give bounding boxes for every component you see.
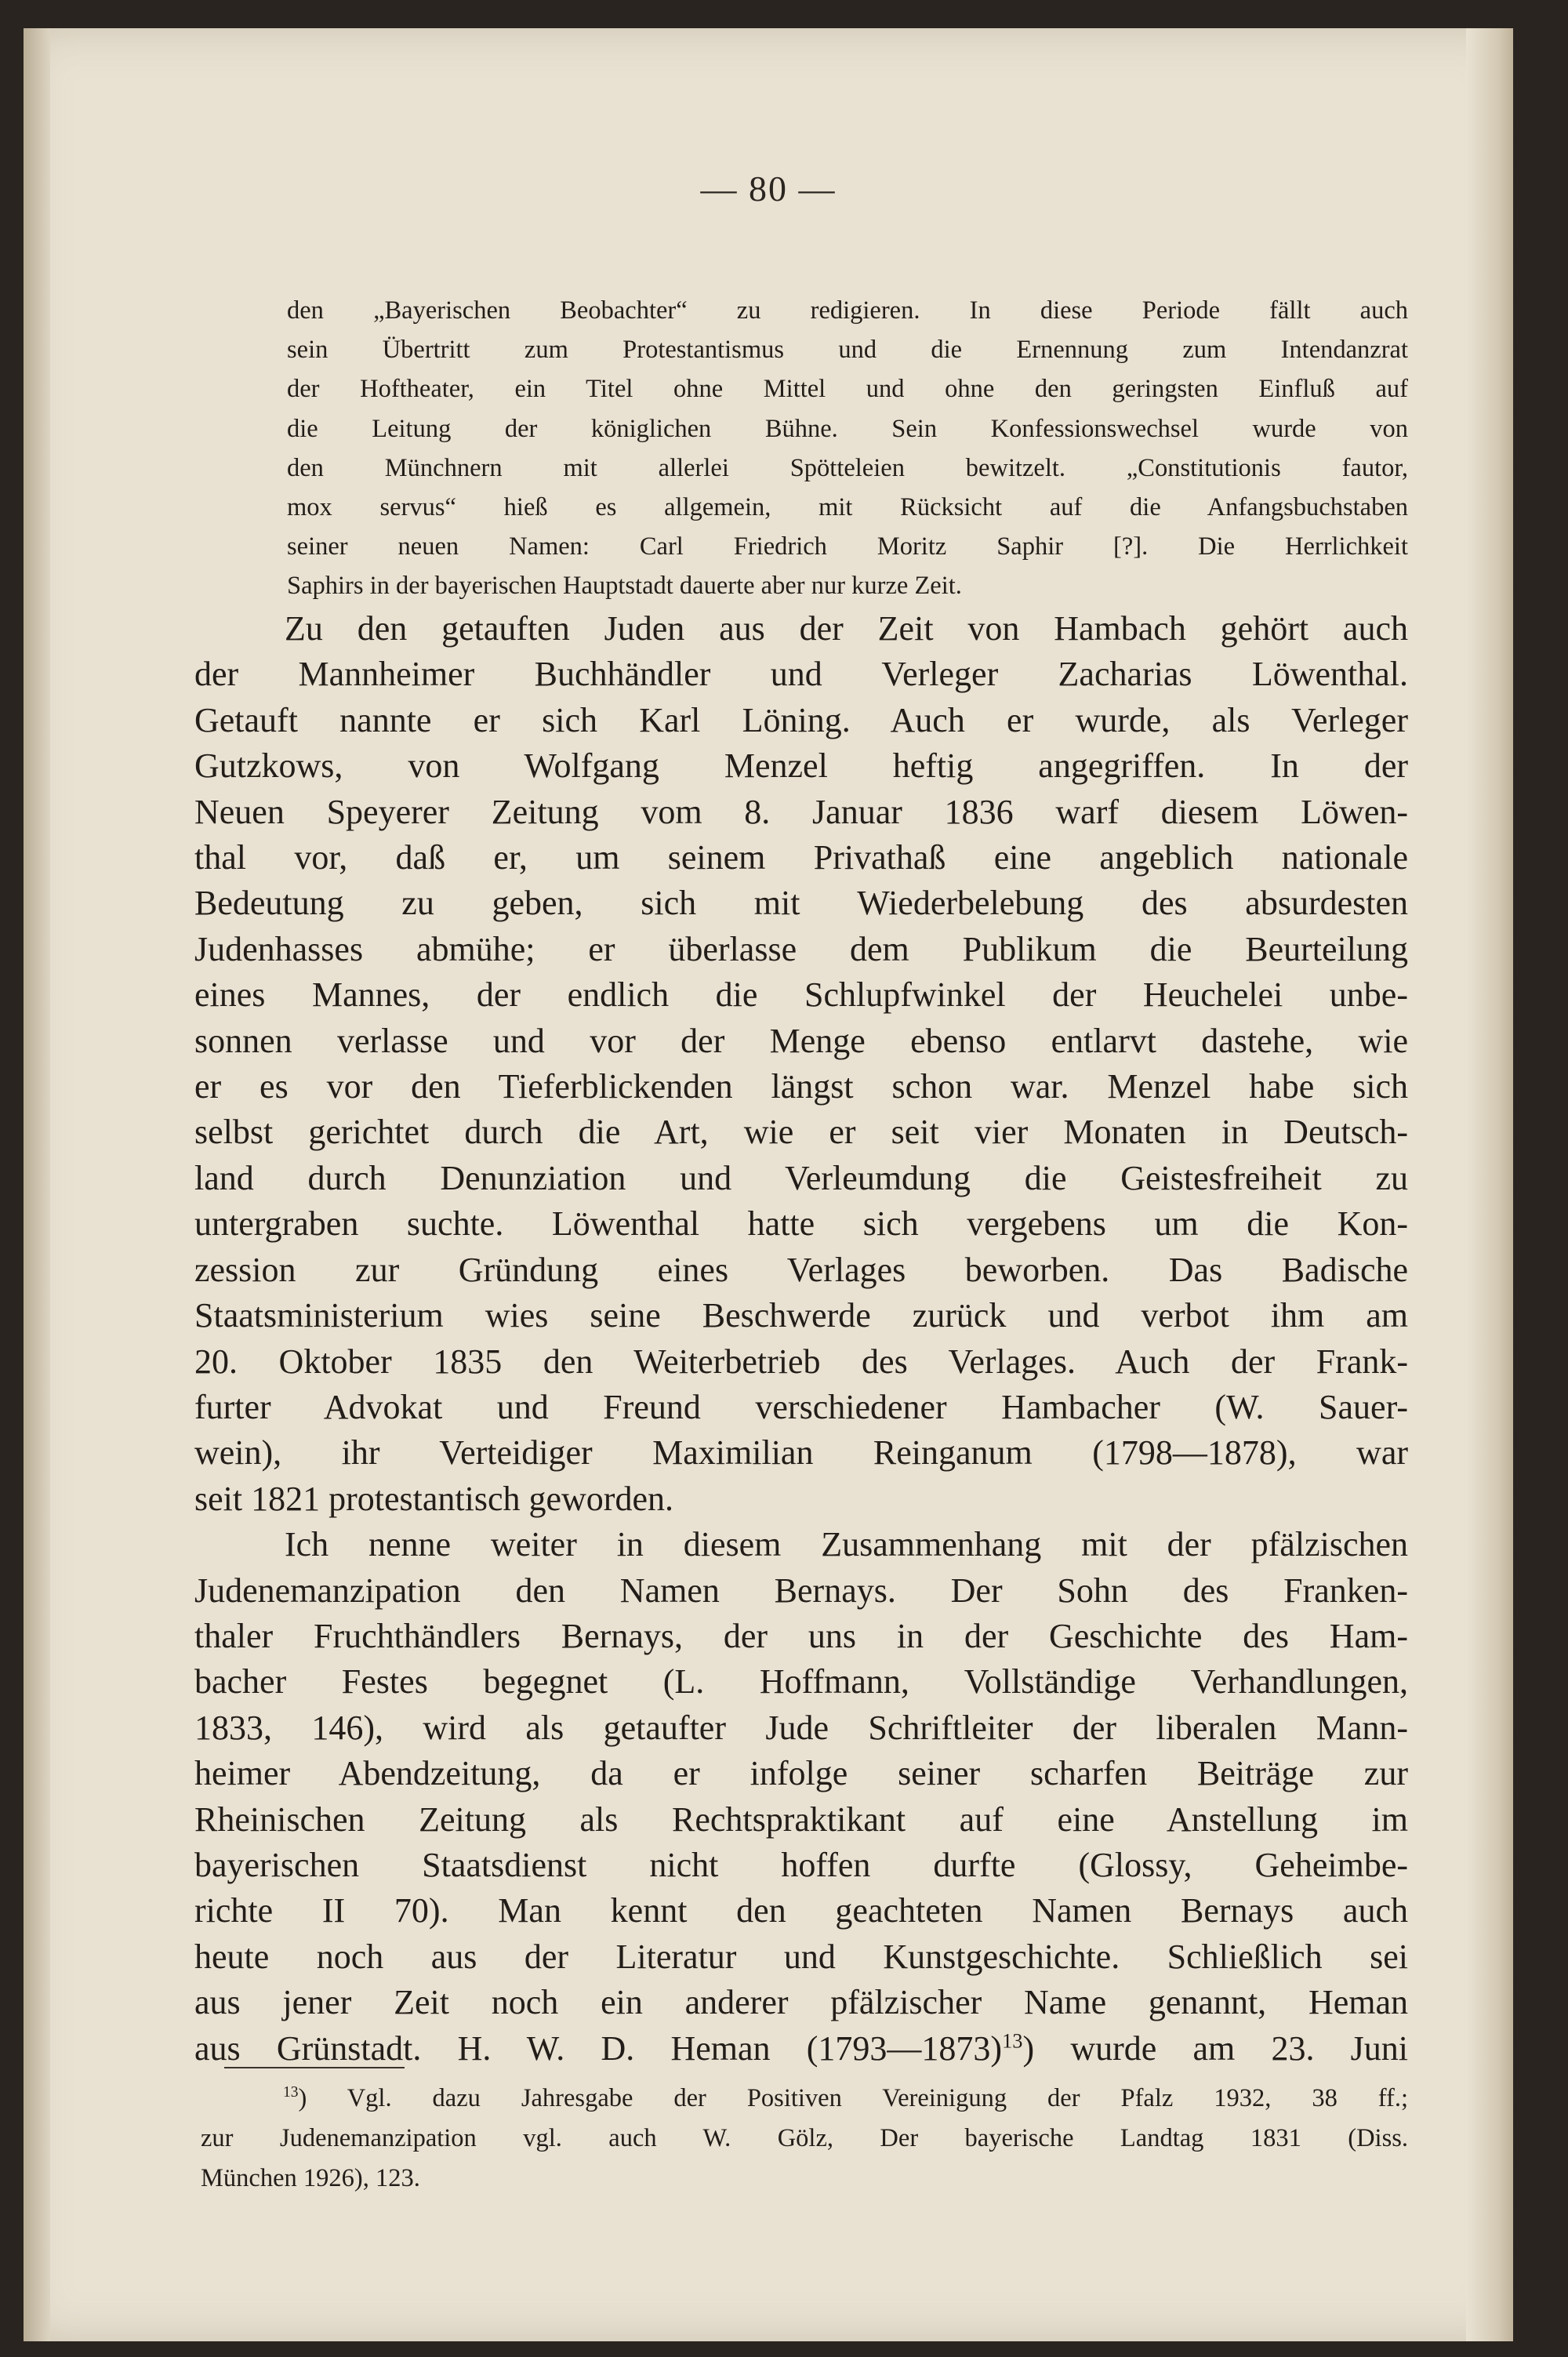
footnotes <box>201 2079 1408 2199</box>
page-number: — 80 — <box>700 169 837 209</box>
text-line: den Münchnern mit allerlei Spötteleien bewitzelt. „Constitutionis fautor, <box>287 453 1408 482</box>
text-line: untergraben suchte. Löwenthal hatte sich vergebens um die Kon- <box>194 1204 1408 1244</box>
footnote-reference: 13 <box>1002 2028 1023 2052</box>
text-line: Rheinischen Zeitung als Rechtspraktikant auf eine Anstellung im <box>194 1800 1408 1839</box>
text-line: der Mannheimer Buchhändler und Verleger Zacharias Löwenthal. <box>194 655 1408 694</box>
text-line: den „Bayerischen Beobachter“ zu redigieren. In diese Periode fällt auch <box>287 296 1408 325</box>
footnote-line: zur Judenemanzipation vgl. auch W. Gölz, Der bayerische Landtag 1831 (Diss. <box>201 2124 1408 2152</box>
text-line: thaler Fruchthändlers Bernays, der uns in der Geschichte des Ham- <box>194 1616 1408 1655</box>
text-line: bayerischen Staatsdienst nicht hoffen durfte (Glossy, Geheimbe- <box>194 1845 1408 1884</box>
text-line: zession zur Gründung eines Verlages beworben. Das Badische <box>194 1250 1408 1289</box>
text-line: heimer Abendzeitung, da er infolge seiner scharfen Beiträge zur <box>194 1754 1408 1793</box>
text-line: furter Advokat und Freund verschiedener Hambacher (W. Sauer- <box>194 1387 1408 1426</box>
text-line: sonnen verlasse und vor der Menge ebenso entlarvt dastehe, wie <box>194 1021 1408 1060</box>
text-line: Judenemanzipation den Namen Bernays. Der Sohn des Franken- <box>194 1571 1408 1610</box>
text-line: land durch Denunziation und Verleumdung die Geistesfreiheit zu <box>194 1158 1408 1197</box>
text-fragment: aus Grünstadt. H. W. D. Heman (1793—1873) <box>194 2028 1003 2068</box>
text-line: 20. Oktober 1835 den Weiterbetrieb des Verlages. Auch der Frank- <box>194 1342 1408 1381</box>
text-line: bacher Festes begegnet (L. Hoffmann, Vollständige Verhandlungen, <box>194 1662 1408 1701</box>
footnote-line: München 1926), 123. <box>201 2164 420 2192</box>
footnote-divider <box>224 2067 405 2068</box>
text-line: Judenhasses abmühe; er überlasse dem Publikum die Beurteilung <box>194 929 1408 968</box>
text-line: er es vor den Tieferblickenden längst schon war. Menzel habe sich <box>194 1067 1408 1106</box>
text-line: richte II 70). Man kennt den geachteten Namen Bernays auch <box>194 1891 1408 1930</box>
text-line: der Hoftheater, ein Titel ohne Mittel und ohne den geringsten Einfluß auf <box>287 375 1408 404</box>
text-line: 1833, 146), wird als getaufter Jude Schriftleiter der liberalen Mann- <box>194 1708 1408 1747</box>
text-line: seiner neuen Namen: Carl Friedrich Moritz Saphir [?]. Die Herrlichkeit <box>287 532 1408 561</box>
text-fragment: ) Vgl. dazu Jahresgabe der Positiven Vereinigung der Pfalz 1932, 38 ff.; <box>298 2084 1408 2112</box>
text-line: mox servus“ hieß es allgemein, mit Rücksicht auf die Anfangsbuchstaben <box>287 493 1408 522</box>
footnote-marker: 13 <box>283 2084 299 2101</box>
text-line: wein), ihr Verteidiger Maximilian Reinganum (1798—1878), war <box>194 1433 1408 1473</box>
text-line: Bedeutung zu geben, sich mit Wiederbelebung des absurdesten <box>194 884 1408 923</box>
text-fragment: ) wurde am 23. Juni <box>1022 2028 1409 2068</box>
text-line-with-footnote-ref <box>194 2026 1408 2072</box>
text-line: seit 1821 protestantisch geworden. <box>194 1479 673 1518</box>
text-line: sein Übertritt zum Protestantismus und die Ernennung zum Intendanzrat <box>287 336 1408 365</box>
page-spine-shadow <box>24 28 50 2341</box>
quoted-paragraph <box>287 291 1408 606</box>
text-line: heute noch aus der Literatur und Kunstgeschichte. Schließlich sei <box>194 1937 1408 1976</box>
text-line: selbst gerichtet durch die Art, wie er seit vier Monaten in Deutsch- <box>194 1113 1408 1152</box>
text-line: aus jener Zeit noch ein anderer pfälzischer Name genannt, Heman <box>194 1983 1408 2022</box>
text-line: Getauft nannte er sich Karl Löning. Auch er wurde, als Verleger <box>194 700 1408 739</box>
text-line: Staatsministerium wies seine Beschwerde zurück und verbot ihm am <box>194 1296 1408 1335</box>
book-page <box>24 28 1513 2341</box>
footnote-line <box>201 2079 1408 2119</box>
text-line: Gutzkows, von Wolfgang Menzel heftig angegriffen. In der <box>194 746 1408 786</box>
text-line: eines Mannes, der endlich die Schlupfwinkel der Heuchelei unbe- <box>194 975 1408 1015</box>
text-line: thal vor, daß er, um seinem Privathaß eine angeblich nationale <box>194 838 1408 877</box>
text-line: Zu den getauften Juden aus der Zeit von Hambach gehört auch <box>285 609 1408 648</box>
text-line: die Leitung der königlichen Bühne. Sein Konfessionswechsel wurde von <box>287 414 1408 443</box>
text-line: Neuen Speyerer Zeitung vom 8. Januar 1836 warf diesem Löwen- <box>194 792 1408 831</box>
text-line: Ich nenne weiter in diesem Zusammenhang mit der pfälzischen <box>285 1525 1408 1564</box>
page-fore-edge <box>1466 28 1513 2341</box>
body-text <box>194 606 1408 2072</box>
text-line: Saphirs in der bayerischen Hauptstadt dauerte aber nur kurze Zeit. <box>287 572 962 601</box>
